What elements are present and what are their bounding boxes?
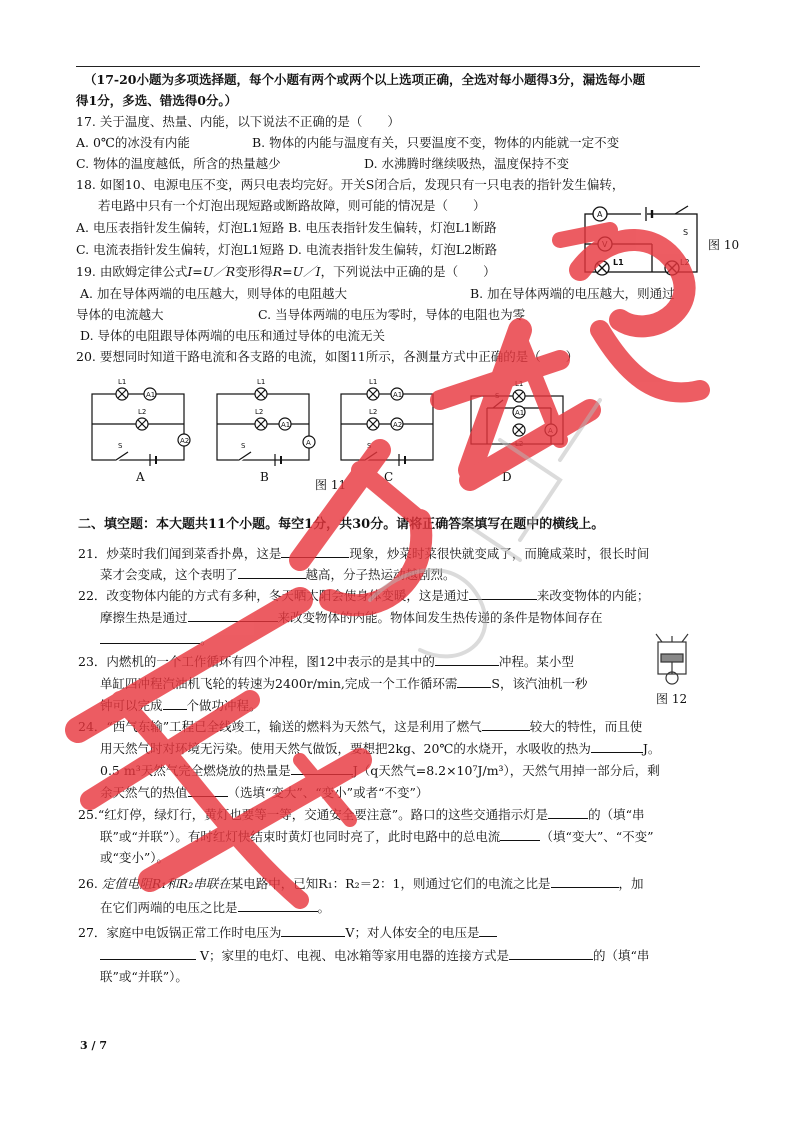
q27-text-a: 27．家庭中电饭锅正常工作时电压为 <box>78 925 282 940</box>
svg-text:L1: L1 <box>369 378 378 386</box>
figure-11-label-d: D <box>502 470 512 484</box>
q24-blank-3[interactable] <box>291 760 353 775</box>
q20-stem: 20. 要想同时知道干路电流和各支路的电流，如图11所示，各测量方式中正确的是（ ） <box>76 349 579 364</box>
q23-text-c: 单缸四冲程汽油机飞轮的转速为2400r/min,完成一个工作循环需 <box>100 676 458 691</box>
q26-text-c: 某电路中，已知R₁：R₂＝2：1，则通过它们的电流之比是 <box>230 876 551 891</box>
q21-blank-2[interactable] <box>238 564 306 579</box>
q19-formula-i: I=U／R <box>187 264 236 279</box>
svg-text:A: A <box>306 439 311 447</box>
q27-text-c: V；家里的电灯、电视、电冰箱等家用电器的连接方式是 <box>199 948 510 963</box>
q25-text-d: （填“变大”、“不变” <box>540 829 654 844</box>
q22-line-3 <box>100 629 213 650</box>
q19-stem <box>76 262 496 282</box>
q23-blank-3[interactable] <box>163 695 187 710</box>
q25-line-3: 或“变小”）。 <box>100 850 170 865</box>
q26-blank-1[interactable] <box>551 873 619 888</box>
q23-text-a: 23．内燃机的一个工作循环有四个冲程，图12中表示的是其中的 <box>78 654 435 669</box>
q23-text-f: 个做功冲程。 <box>186 698 262 713</box>
q24-blank-1[interactable] <box>482 716 530 731</box>
q25-text-c: 联”或“并联”）。有时红灯快结束时黄灯也同时亮了，此时电路中的总电流 <box>100 829 501 844</box>
q22-text-b: 来改变物体的内能； <box>536 588 650 603</box>
svg-text:S: S <box>683 228 689 237</box>
section-2-title: 二、填空题：本大题共11个小题。每空1分，共30分。请将正确答案填写在题中的横线上。 <box>78 517 605 532</box>
q18-options-cd: C. 电流表指针发生偏转，灯泡L1短路 D. 电流表指针发生偏转，灯泡L2断路 <box>76 242 498 257</box>
q19-option-d: D. 导体的电阻跟导体两端的电压和通过导体的电流无关 <box>80 328 386 343</box>
q18-stem-2: 若电路中只有一个灯泡出现短路或断路故障，则可能的情况是（ ） <box>98 198 486 213</box>
svg-text:L2: L2 <box>369 408 378 416</box>
q24-blank-4[interactable] <box>188 782 228 797</box>
q24-line-1 <box>78 716 642 737</box>
q26-text-a: 26. <box>78 876 98 891</box>
figure-11-caption: 图 11 <box>315 478 347 492</box>
q22-line-1 <box>78 585 649 606</box>
q22-blank-2[interactable] <box>188 607 278 622</box>
q22-text-a: 22．改变物体内能的方式有多种，冬天晒太阳会使身体变暖，这是通过 <box>78 588 469 603</box>
figure-11-circuit-c <box>337 376 449 466</box>
q23-text-e: 钟可以完成 <box>100 698 163 713</box>
svg-text:A: A <box>548 427 553 435</box>
q24-text-a: 24．“西气东输”工程已全线竣工，输送的燃料为天然气，这是利用了燃气 <box>78 719 482 734</box>
figure-10-caption: 图 10 <box>708 238 740 252</box>
q27-text-d: 的（填“串 <box>593 948 650 963</box>
q19-option-b-cont: 导体的电流越大 <box>76 307 164 322</box>
q22-line-2 <box>100 607 603 628</box>
q23-text-d: S，该汽油机一秒 <box>491 676 588 691</box>
figure-11-circuit-b <box>213 376 325 466</box>
svg-text:S: S <box>367 442 372 450</box>
q27-text-b: V；对人体安全的电压是 <box>345 925 480 940</box>
q26-text-d: ，加 <box>618 876 644 891</box>
q27-line-1 <box>78 922 497 943</box>
q23-text-b: 冲程。某小型 <box>498 654 574 669</box>
svg-text:L2: L2 <box>255 408 264 416</box>
svg-text:A1: A1 <box>281 421 291 429</box>
q27-blank-1[interactable] <box>281 922 345 937</box>
svg-text:S: S <box>241 442 246 450</box>
q24-blank-2[interactable] <box>591 738 643 753</box>
q25-line-2 <box>100 826 654 847</box>
svg-text:V: V <box>602 240 608 249</box>
q26-line-1 <box>78 873 644 894</box>
q22-text-d: 来改变物体的内能。物体间发生热传递的条件是物体间存在 <box>277 610 603 625</box>
q21-line-2 <box>100 564 456 585</box>
q24-text-b: 较大的特性，而且使 <box>529 719 643 734</box>
q17-option-d: D. 水沸腾时继续吸热，温度保持不变 <box>364 156 570 171</box>
q17-option-b: B. 物体的内能与温度有关，只要温度不变，物体的内能就一定不变 <box>252 135 620 150</box>
q26-blank-2[interactable] <box>238 897 318 912</box>
svg-text:S: S <box>495 392 500 400</box>
q26-text-b: 定值电阻R₁和R₂串联在 <box>101 876 231 891</box>
q19-option-b: B. 加在导体两端的电压越大，则通过 <box>470 286 675 301</box>
q19-stem-c: ，下列说法中正确的是（ ） <box>320 264 496 279</box>
q23-blank-2[interactable] <box>457 673 491 688</box>
figure-11-label-b: B <box>260 470 269 484</box>
svg-text:L2: L2 <box>680 258 690 267</box>
q27-blank-3[interactable] <box>509 945 593 960</box>
q27-line-2 <box>100 945 649 966</box>
page-number: 3 / 7 <box>80 1039 107 1052</box>
figure-10-circuit <box>580 202 710 278</box>
q17-option-a: A. 0℃的冰没有内能 <box>76 135 190 150</box>
q19-stem-a: 19. 由欧姆定律公式 <box>76 264 188 279</box>
figure-11-circuit-d <box>459 376 571 466</box>
q22-blank-1[interactable] <box>469 585 537 600</box>
q24-text-d: J。 <box>642 741 661 756</box>
q26-line-2 <box>100 897 330 918</box>
q25-text-a: 25.“红灯停，绿灯行，黄灯也要等一等，交通安全要注意”。路口的这些交通指示灯是 <box>78 807 549 822</box>
q24-line-4 <box>100 782 428 803</box>
q23-line-1 <box>78 651 574 672</box>
svg-text:S: S <box>118 442 123 450</box>
q27-line-3: 联”或“并联”）。 <box>100 969 188 984</box>
q24-text-c: 用天然气时对环境无污染。使用天然气做饭，要想把2kg、20℃的水烧开，水吸收的热为 <box>100 741 591 756</box>
q25-text-b: 的（填“串 <box>588 807 645 822</box>
svg-text:L1: L1 <box>118 378 127 386</box>
svg-text:A: A <box>597 210 603 219</box>
q23-line-3 <box>100 695 262 716</box>
q19-option-c: C. 当导体两端的电压为零时，导体的电阻也为零 <box>258 307 526 322</box>
svg-text:L2: L2 <box>138 408 147 416</box>
q25-blank-1[interactable] <box>548 804 588 819</box>
svg-text:A2: A2 <box>393 421 403 429</box>
q19-formula-r: R=U／I <box>272 264 321 279</box>
figure-11-circuit-a <box>88 376 200 466</box>
svg-text:A1: A1 <box>146 391 156 399</box>
svg-text:L1: L1 <box>515 380 524 388</box>
q21-text-c: 菜才会变咸，这个表明了 <box>100 567 238 582</box>
q27-blank-2[interactable] <box>100 945 196 960</box>
q24-text-f: J（q天然气=8.2×10⁷J/m³），天然气用掉一部分后，剩 <box>352 763 660 778</box>
q18-stem: 18. 如图10、电源电压不变，两只电表均完好。开关S闭合后，发现只有一只电表的指针发生偏转， <box>76 177 625 192</box>
q24-text-h: （选填“变大”、“变小”或者“不变”） <box>227 785 429 800</box>
svg-text:L1: L1 <box>613 258 624 267</box>
figure-11-label-c: C <box>384 470 394 484</box>
figure-11-label-a: A <box>136 470 145 484</box>
q22-blank-3[interactable] <box>100 629 200 644</box>
q24-line-2 <box>100 738 660 759</box>
q21-text-b: 现象，炒菜时菜很快就变咸了，而腌咸菜时，很长时间 <box>349 546 650 561</box>
q23-blank-1[interactable] <box>435 651 499 666</box>
q17-option-c: C. 物体的温度越低，所含的热量越少 <box>76 156 281 171</box>
q26-text-e: 在它们两端的电压之比是 <box>100 900 238 915</box>
q24-line-3 <box>100 760 660 781</box>
q21-text-d: 越高，分子热运动越剧烈。 <box>305 567 456 582</box>
intro-line-2: 得1分，多选、错选得0分。） <box>76 93 238 108</box>
q19-option-a: A. 加在导体两端的电压越大，则导体的电阻越大 <box>80 286 347 301</box>
svg-text:A2: A2 <box>180 437 190 445</box>
intro-line-1: （17-20小题为多项选择题，每个小题有两个或两个以上选项正确，全选对每小题得3分，漏选每小题 <box>84 72 646 87</box>
q21-line-1 <box>78 543 649 564</box>
q24-text-g: 余天然气的热值 <box>100 785 188 800</box>
q25-blank-2[interactable] <box>500 826 540 841</box>
top-rule <box>76 66 700 67</box>
q25-line-1 <box>78 804 645 825</box>
q24-text-e: 0.5 m³天然气完全燃烧放的热量是 <box>100 763 291 778</box>
svg-text:L1: L1 <box>257 378 266 386</box>
q21-text-a: 21．炒菜时我们闻到菜香扑鼻，这是 <box>78 546 282 561</box>
q23-line-2 <box>100 673 587 694</box>
figure-12-caption: 图 12 <box>656 692 688 706</box>
q22-text-e: 。 <box>200 632 213 647</box>
q27-blank-2-start[interactable] <box>479 922 497 937</box>
svg-text:A1: A1 <box>393 391 403 399</box>
svg-text:L2: L2 <box>515 440 524 448</box>
q17-stem: 17. 关于温度、热量、内能，以下说法不正确的是（ ） <box>76 114 400 129</box>
q21-blank-1[interactable] <box>281 543 349 558</box>
q18-options-ab: A. 电压表指针发生偏转，灯泡L1短路 B. 电压表指针发生偏转，灯泡L1断路 <box>76 220 497 235</box>
q22-text-c: 摩擦生热是通过 <box>100 610 188 625</box>
figure-12-engine <box>648 632 696 686</box>
q26-text-f: 。 <box>317 900 331 915</box>
q19-stem-b: 变形得 <box>235 264 273 279</box>
svg-text:A1: A1 <box>515 409 525 417</box>
